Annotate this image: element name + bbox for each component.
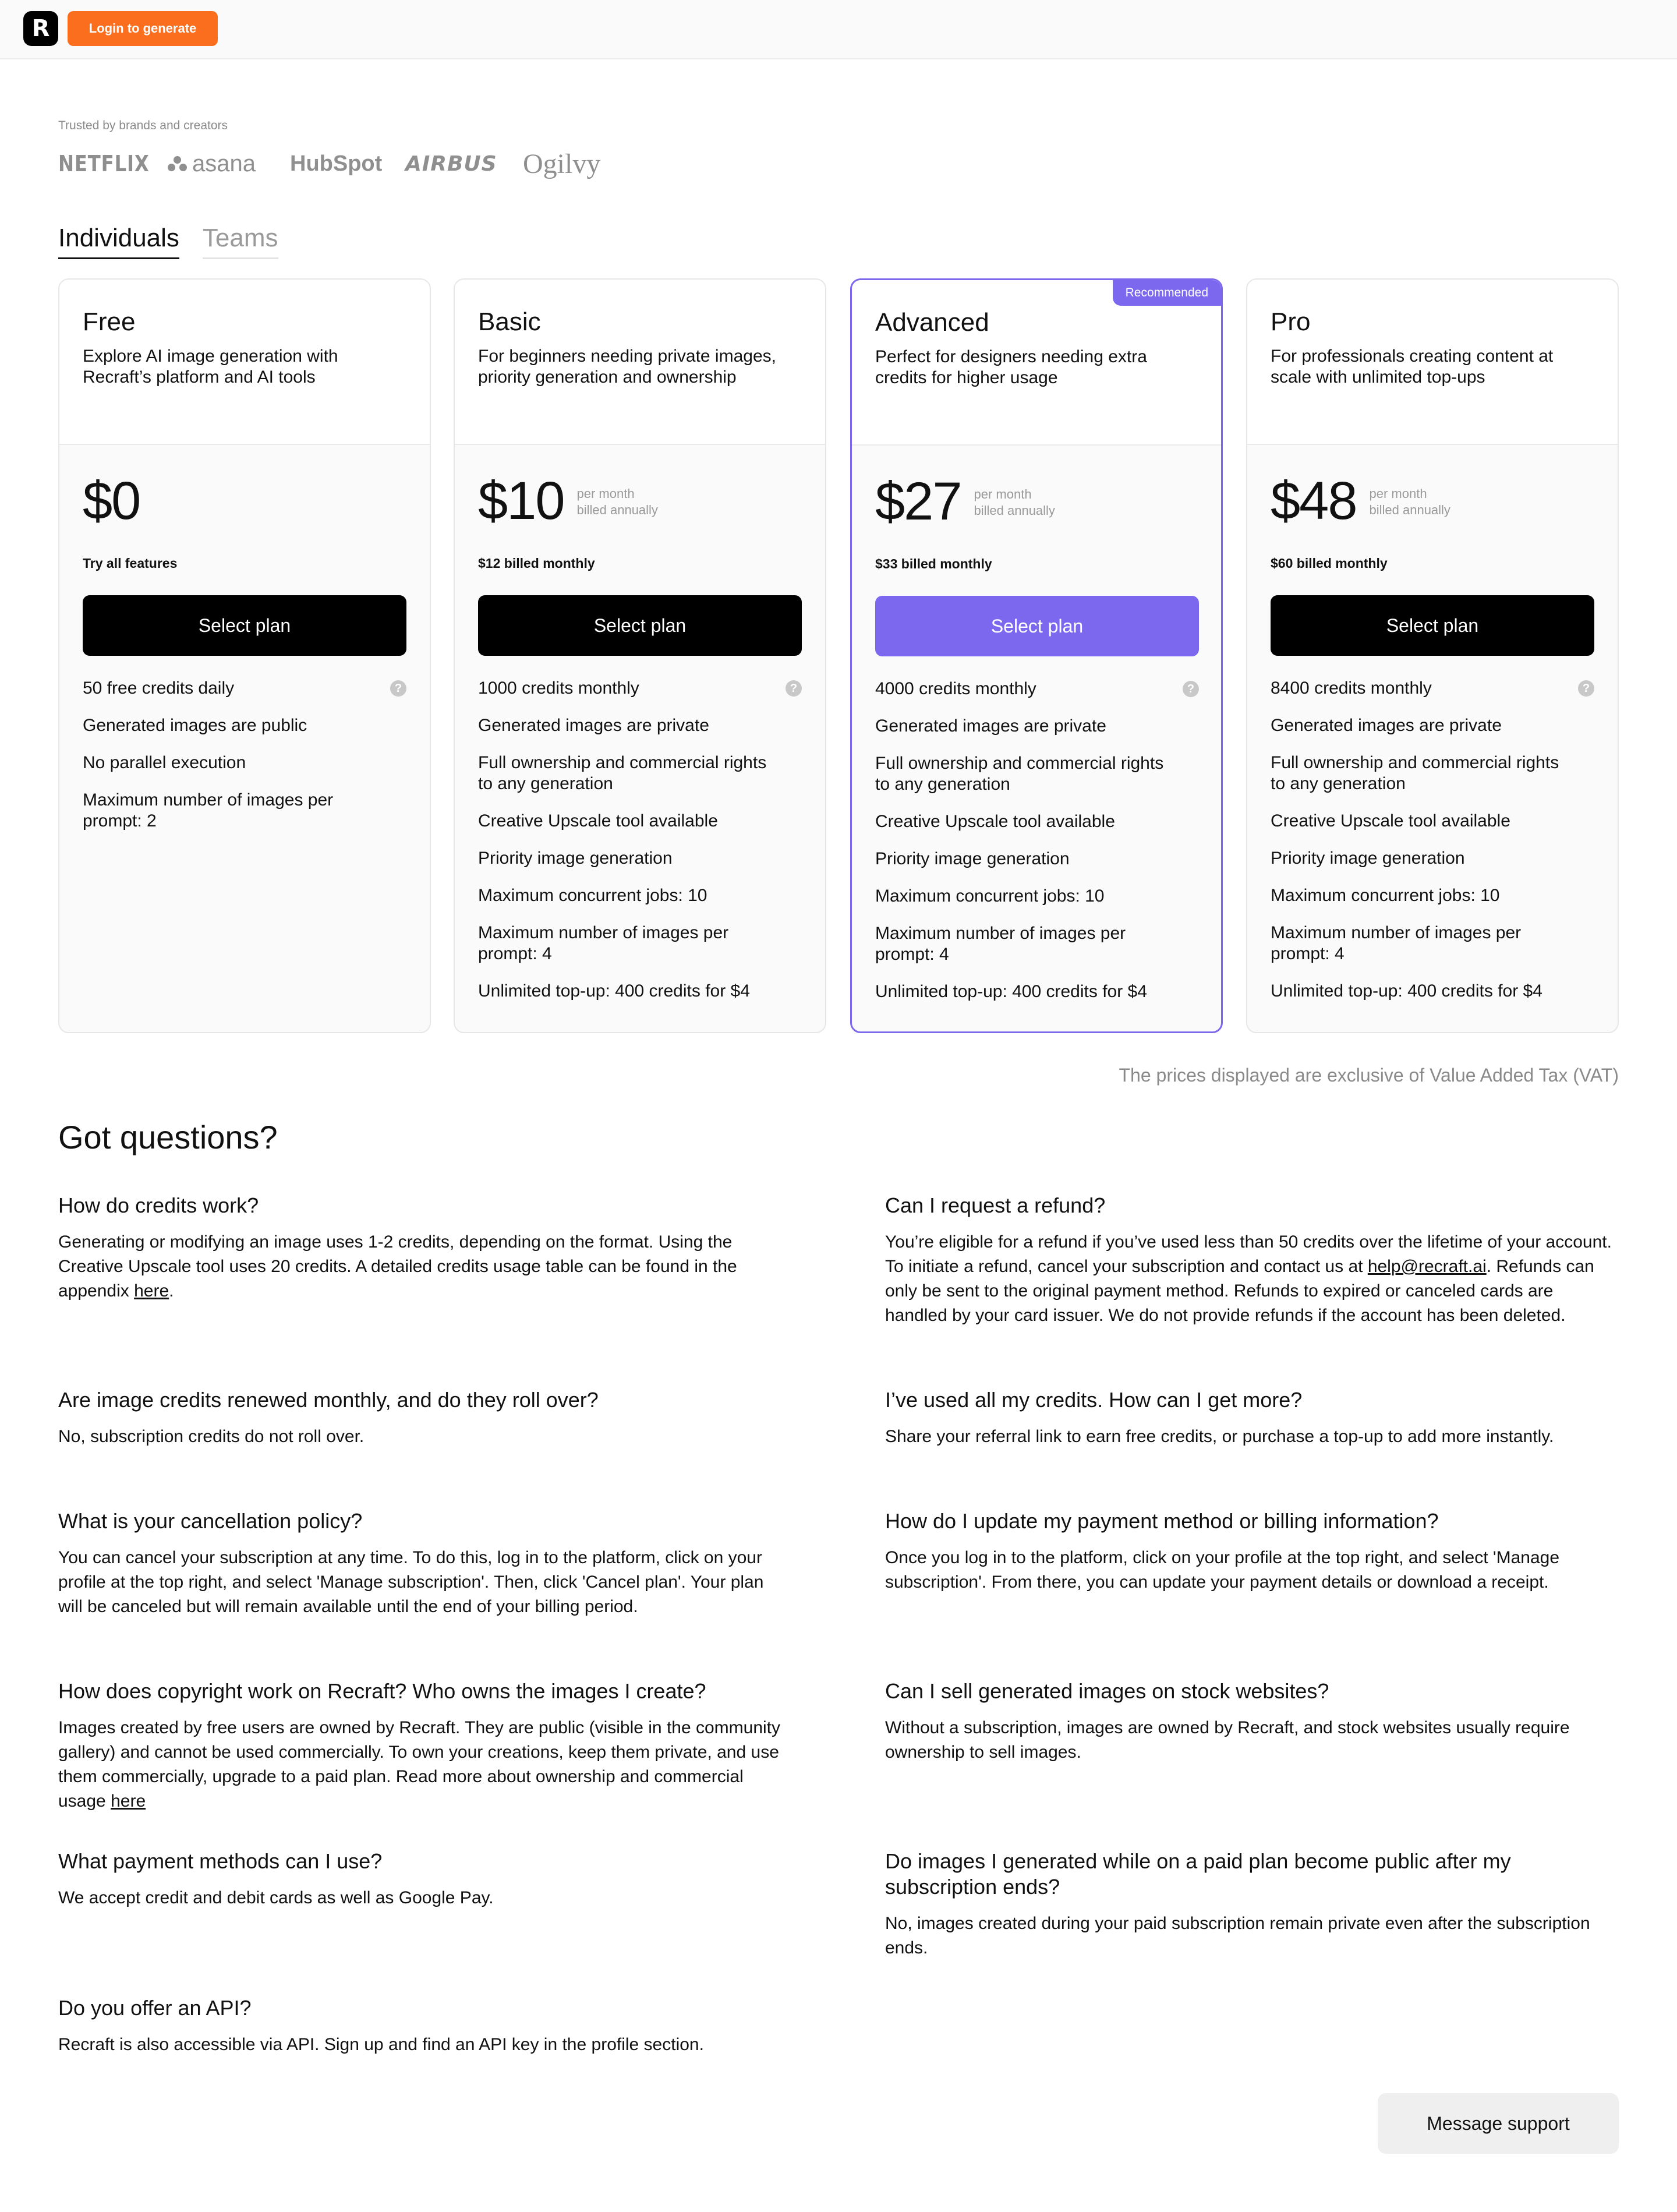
plan-price: $27 bbox=[875, 472, 961, 531]
faq-question: How do I update my payment method or billing information? bbox=[885, 1509, 1439, 1533]
plan-header bbox=[455, 280, 825, 445]
feature-item: Priority image generation bbox=[1271, 849, 1465, 868]
select-plan-free-button[interactable]: Select plan bbox=[83, 595, 406, 656]
faq-question: How do credits work? bbox=[58, 1193, 259, 1217]
faq-item-payment-update bbox=[885, 1508, 1619, 1595]
feature-item: Maximum number of images per prompt: 4 bbox=[478, 923, 729, 963]
faq-question: Do images I generated while on a paid plan become public after my subscription ends? bbox=[885, 1849, 1511, 1899]
plan-description: Explore AI image generation with Recraft’s platform and AI tools bbox=[83, 347, 338, 387]
feature-item: Creative Upscale tool available bbox=[1271, 811, 1510, 831]
feature-item: Generated images are public bbox=[83, 716, 307, 735]
vat-note: The prices displayed are exclusive of Value Added Tax (VAT) bbox=[1119, 1065, 1619, 1086]
plan-card-basic bbox=[454, 278, 826, 1033]
asana-logo bbox=[168, 146, 256, 182]
faq-answer: We accept credit and debit cards as well as Google Pay. bbox=[58, 1888, 494, 1907]
faq-item-stock bbox=[885, 1679, 1619, 1765]
billed-note: Try all features bbox=[83, 556, 178, 571]
plan-name: Basic bbox=[478, 308, 541, 336]
feature-list bbox=[83, 678, 406, 848]
plan-card-pro bbox=[1246, 278, 1619, 1033]
tab-individuals[interactable]: Individuals bbox=[58, 224, 179, 259]
faq-question: Do you offer an API? bbox=[58, 1996, 252, 2020]
feature-item: Maximum number of images per prompt: 2 bbox=[83, 790, 334, 831]
faq-title: Got questions? bbox=[58, 1119, 278, 1156]
recraft-logo-icon[interactable]: R bbox=[23, 11, 58, 46]
feature-item: Generated images are private bbox=[1271, 716, 1502, 735]
faq-answer: No, subscription credits do not roll over. bbox=[58, 1427, 365, 1446]
plan-name: Pro bbox=[1271, 308, 1311, 336]
price-row bbox=[83, 472, 140, 530]
select-plan-advanced-button[interactable]: Select plan bbox=[875, 596, 1199, 656]
feature-item: Unlimited top-up: 400 credits for $4 bbox=[1271, 981, 1542, 1001]
billed-note: $12 billed monthly bbox=[478, 556, 595, 571]
message-support-button[interactable]: Message support bbox=[1378, 2093, 1619, 2154]
plan-price: $48 bbox=[1271, 471, 1357, 531]
plan-header bbox=[1247, 280, 1618, 445]
plan-description: For professionals creating content at scale with unlimited top-ups bbox=[1271, 347, 1554, 387]
faq-item-api bbox=[58, 1995, 792, 2057]
feature-item: Unlimited top-up: 400 credits for $4 bbox=[478, 981, 750, 1001]
ownership-link[interactable]: here bbox=[111, 1791, 146, 1811]
billed-note: $60 billed monthly bbox=[1271, 556, 1388, 571]
plan-card-advanced bbox=[850, 278, 1223, 1033]
faq-item-payment-methods bbox=[58, 1849, 792, 1910]
billed-note: $33 billed monthly bbox=[875, 556, 992, 571]
feature-item: Generated images are private bbox=[478, 716, 709, 735]
help-icon[interactable]: ? bbox=[1578, 680, 1594, 697]
faq-item-rollover bbox=[58, 1387, 792, 1449]
feature-list bbox=[478, 678, 802, 1018]
feature-item: Full ownership and commercial rights to any generation bbox=[478, 753, 767, 793]
price-row bbox=[1271, 472, 1450, 530]
ogilvy-logo: Ogilvy bbox=[523, 148, 601, 179]
plan-header bbox=[59, 280, 430, 445]
hubspot-logo: HubSpot bbox=[290, 151, 383, 176]
top-bar bbox=[0, 0, 1677, 59]
feature-list bbox=[1271, 678, 1594, 1018]
faq-question: What payment methods can I use? bbox=[58, 1849, 383, 1873]
faq-item-refund bbox=[885, 1193, 1619, 1328]
price-row bbox=[875, 472, 1055, 531]
price-period: per month billed annually bbox=[576, 486, 658, 517]
feature-item: Priority image generation bbox=[478, 849, 673, 868]
faq-answer: You can cancel your subscription at any time. To do this, log in to the platform, click on your profile at the top right, and select 'Manage subscription'. Then, click 'Cancel plan'. Your plan will be canceled but will remain available until the end of your billing period. bbox=[58, 1548, 764, 1616]
faq-item-credits bbox=[58, 1193, 792, 1303]
plan-name: Advanced bbox=[875, 308, 989, 337]
faq-answer: Generating or modifying an image uses 1-2 credits, depending on the format. Using the Creative Upscale tool uses 20 credits. A detailed credits usage table can be found in the appendix here. bbox=[58, 1232, 737, 1301]
asana-wordmark: asana bbox=[192, 150, 256, 176]
feature-item: Maximum concurrent jobs: 10 bbox=[875, 886, 1105, 906]
plan-price: $0 bbox=[83, 471, 140, 531]
feature-item: 50 free credits daily ? bbox=[83, 678, 406, 699]
faq-answer: Once you log in to the platform, click on your profile at the top right, and select 'Manage subscription'. From there, you can update your payment details or download a receipt. bbox=[885, 1548, 1560, 1592]
select-plan-pro-button[interactable]: Select plan bbox=[1271, 595, 1594, 656]
faq-item-public-after bbox=[885, 1849, 1619, 1960]
faq-item-copyright bbox=[58, 1679, 792, 1814]
feature-list bbox=[875, 679, 1199, 1019]
tab-teams[interactable]: Teams bbox=[203, 224, 278, 259]
feature-item: Full ownership and commercial rights to any generation bbox=[875, 754, 1164, 794]
price-period: per month billed annually bbox=[974, 487, 1055, 518]
plan-description: For beginners needing private images, priority generation and ownership bbox=[478, 347, 776, 387]
faq-answer: Without a subscription, images are owned by Recraft, and stock websites usually require ownership to sell images. bbox=[885, 1718, 1570, 1762]
feature-item: Maximum number of images per prompt: 4 bbox=[875, 924, 1126, 964]
faq-answer: Recraft is also accessible via API. Sign up and find an API key in the profile section. bbox=[58, 2035, 704, 2054]
faq-item-more-credits bbox=[885, 1387, 1619, 1449]
plan-price: $10 bbox=[478, 471, 564, 531]
plan-tabs bbox=[58, 224, 278, 259]
faq-question: What is your cancellation policy? bbox=[58, 1509, 363, 1533]
help-icon[interactable]: ? bbox=[786, 680, 802, 697]
trusted-label: Trusted by brands and creators bbox=[58, 119, 228, 132]
plan-description: Perfect for designers needing extra credits for higher usage bbox=[875, 347, 1147, 387]
help-icon[interactable]: ? bbox=[390, 680, 406, 697]
faq-question: I’ve used all my credits. How can I get more? bbox=[885, 1388, 1303, 1412]
feature-item: Full ownership and commercial rights to any generation bbox=[1271, 753, 1559, 793]
feature-item: Maximum number of images per prompt: 4 bbox=[1271, 923, 1522, 963]
airbus-logo: AIRBUS bbox=[405, 151, 497, 176]
price-period: per month billed annually bbox=[1369, 486, 1450, 517]
feature-item: Generated images are private bbox=[875, 716, 1106, 736]
netflix-logo: NETFLIX bbox=[58, 151, 150, 176]
faq-item-cancellation bbox=[58, 1508, 792, 1619]
feature-item: Creative Upscale tool available bbox=[478, 811, 718, 831]
help-icon[interactable]: ? bbox=[1183, 681, 1199, 697]
feature-item: 4000 credits monthly ? bbox=[875, 679, 1199, 699]
faq-answer: No, images created during your paid subscription remain private even after the subscription ends. bbox=[885, 1914, 1590, 1957]
faq-question: Can I sell generated images on stock websites? bbox=[885, 1679, 1329, 1703]
login-to-generate-button[interactable]: Login to generate bbox=[68, 11, 218, 46]
feature-item: No parallel execution bbox=[83, 753, 246, 772]
recommended-badge: Recommended bbox=[1113, 280, 1221, 306]
plan-name: Free bbox=[83, 308, 136, 336]
feature-item: Maximum concurrent jobs: 10 bbox=[478, 886, 707, 905]
help-email-link[interactable]: help@recraft.ai bbox=[1367, 1257, 1487, 1276]
feature-item: Maximum concurrent jobs: 10 bbox=[1271, 886, 1500, 905]
faq-question: Are image credits renewed monthly, and do they roll over? bbox=[58, 1388, 599, 1412]
feature-item: 1000 credits monthly ? bbox=[478, 678, 802, 699]
faq-answer: Images created by free users are owned by Recraft. They are public (visible in the community gallery) and cannot be used commercially. To own your creations, keep them private, and use them commercially, upgrade to a paid plan. Read more about ownership and commercial usage here bbox=[58, 1718, 781, 1811]
price-row bbox=[478, 472, 658, 530]
feature-item: Unlimited top-up: 400 credits for $4 bbox=[875, 982, 1147, 1001]
faq-question: How does copyright work on Recraft? Who owns the images I create? bbox=[58, 1679, 706, 1703]
asana-dots-icon bbox=[168, 155, 187, 172]
appendix-link[interactable]: here bbox=[134, 1281, 169, 1301]
feature-item: Creative Upscale tool available bbox=[875, 812, 1115, 831]
feature-item: 8400 credits monthly ? bbox=[1271, 678, 1594, 699]
faq-answer: You’re eligible for a refund if you’ve used less than 50 credits over the lifetime of your account. To initiate a refund, cancel your subscription and contact us at help@recraft.ai. Refunds can only be sent to the original payment method. Refunds to expired or canceled cards are handled by your card issuer. We do not provide refunds if the account has been deleted. bbox=[885, 1232, 1612, 1325]
plan-card-free bbox=[58, 278, 431, 1033]
select-plan-basic-button[interactable]: Select plan bbox=[478, 595, 802, 656]
feature-item: Priority image generation bbox=[875, 849, 1070, 868]
faq-answer: Share your referral link to earn free credits, or purchase a top-up to add more instantly. bbox=[885, 1427, 1554, 1446]
faq-question: Can I request a refund? bbox=[885, 1193, 1106, 1217]
